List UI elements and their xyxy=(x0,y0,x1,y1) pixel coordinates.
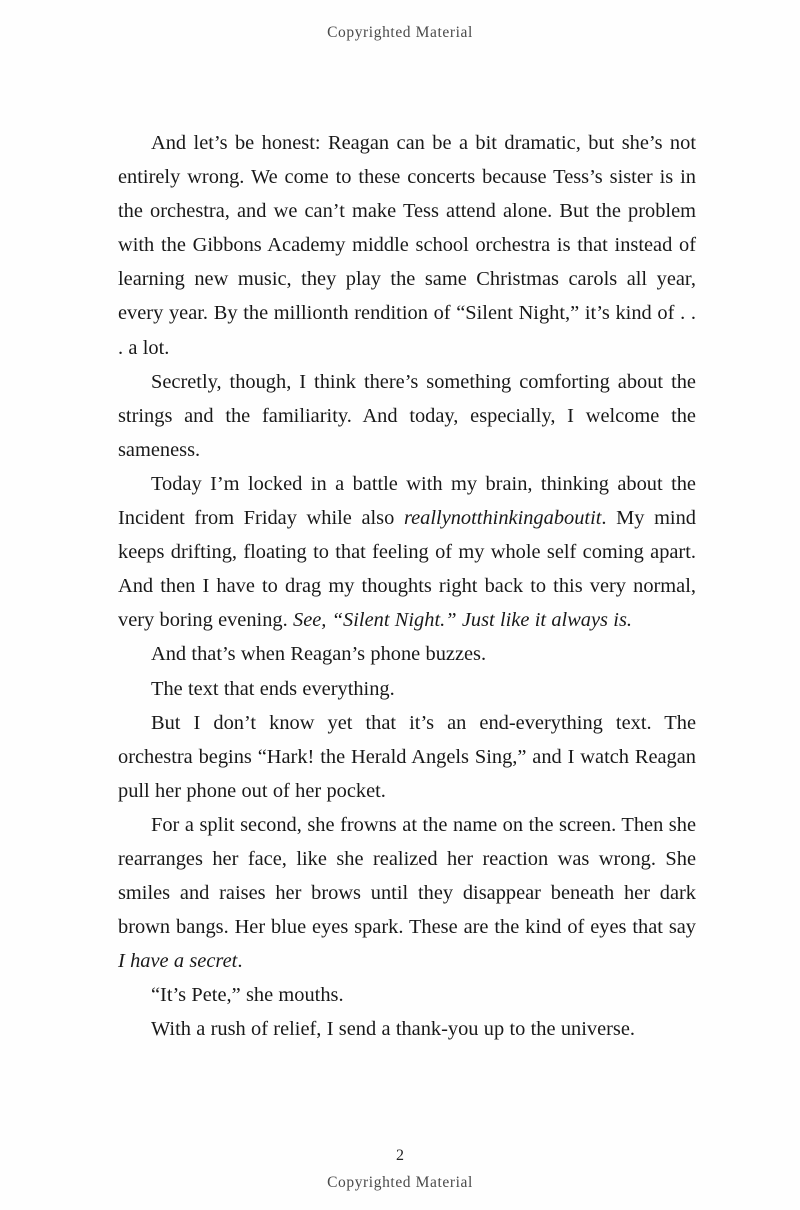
paragraph-2-text: Secretly, though, I think there’s something comforting about the strings and the familiarity. And today, especially, I welcome the sameness. xyxy=(118,370,696,461)
paragraph-6-text: But I don’t know yet that it’s an end-everything text. The orchestra begins “Hark! the Herald Angels Sing,” and I watch Reagan pull her phone out of her pocket. xyxy=(118,711,696,802)
paragraph-5-text: The text that ends everything. xyxy=(151,677,395,700)
italic-phrase-silent-night: See, “Silent Night.” Just like it always is. xyxy=(293,609,632,632)
copyright-watermark-top: Copyrighted Material xyxy=(327,24,473,41)
paragraph-2 xyxy=(118,365,696,467)
paragraph-9 xyxy=(118,1012,696,1046)
body-text xyxy=(118,126,696,1047)
paragraph-5 xyxy=(118,672,696,706)
paragraph-4-text: And that’s when Reagan’s phone buzzes. xyxy=(151,643,487,666)
paragraph-6 xyxy=(118,706,696,808)
paragraph-3: Today I’m locked in a battle with my brain, thinking about the Incident from Friday while also reallynotthinkingaboutit. My mind keeps drifting, floating to that feeling of my whole self coming apart. And then I have to drag my thoughts right back to this very normal, very boring evening. See, “Silent Night.” Just like it always is. xyxy=(118,472,696,632)
paragraph-7: For a split second, she frowns at the name on the screen. Then she rearranges her face, like she realized her reaction was wrong. She smiles and raises her brows until they disappear beneath her dark brown bangs. Her blue eyes spark. These are the kind of eyes that say I have a secret. xyxy=(118,813,696,973)
paragraph-9-text: With a rush of relief, I send a thank-you up to the universe. xyxy=(151,1018,636,1041)
paragraph-1-text: And let’s be honest: Reagan can be a bit dramatic, but she’s not entirely wrong. We come to these concerts because Tess’s sister is in the orchestra, and we can’t make Tess attend alone. But the problem with the Gibbons Academy middle school orchestra is that instead of learning new music, they play the same Christmas carols all year, every year. By the millionth rendition of “Silent Night,” it’s kind of . . . a lot. xyxy=(118,132,696,359)
paragraph-8 xyxy=(118,978,696,1012)
paragraph-4 xyxy=(118,637,696,671)
copyright-watermark-bottom: Copyrighted Material xyxy=(327,1174,473,1191)
italic-phrase-reallynotthinkingaboutit: reallynotthinkingaboutit xyxy=(403,507,602,530)
paragraph-1 xyxy=(118,126,696,365)
paragraph-8-text: “It’s Pete,” she mouths. xyxy=(151,984,344,1007)
italic-phrase-i-have-a-secret: I have a secret xyxy=(118,950,238,973)
page-number: 2 xyxy=(396,1147,404,1164)
